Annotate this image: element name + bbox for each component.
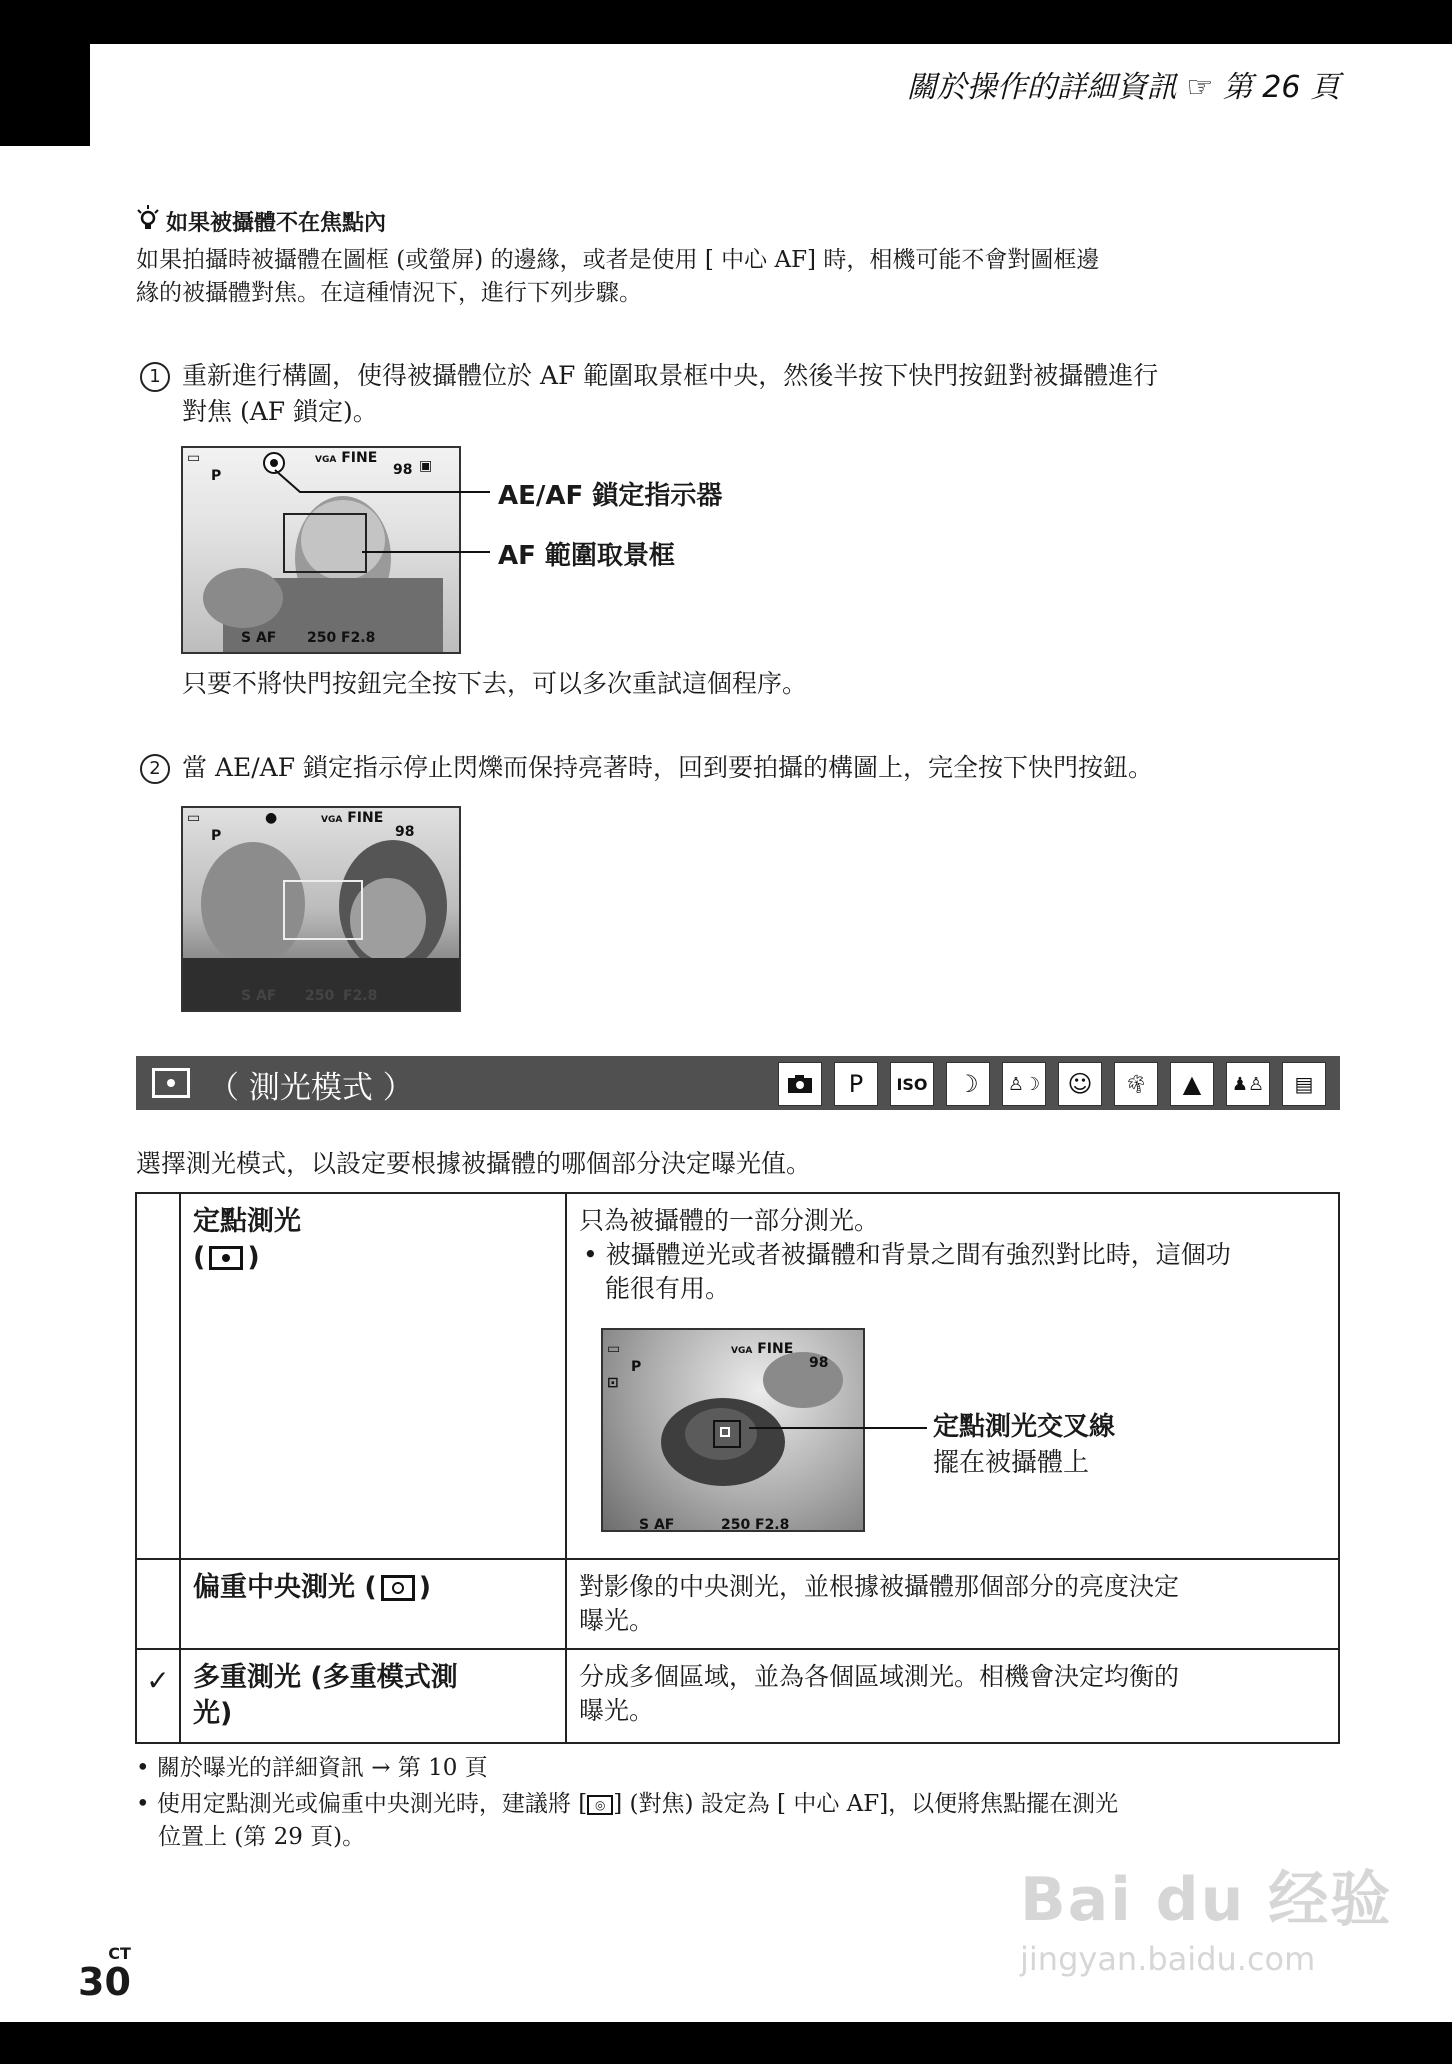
step1-number: 1 xyxy=(140,362,170,392)
table-row-center-weighted xyxy=(136,1559,1339,1649)
footnote-2-line2: 位置上 (第 29 頁)。 xyxy=(158,1824,366,1850)
osd-remaining: 98 xyxy=(393,462,413,478)
night-icon: ☽ xyxy=(946,1062,990,1106)
osd-shutter: 250 xyxy=(721,1517,751,1532)
af-range-frame xyxy=(283,880,363,940)
osd-focus: S AF xyxy=(639,1517,675,1532)
memory-icon: ▣ xyxy=(419,458,433,474)
spot-meter-osd-icon: ⊡ xyxy=(607,1375,619,1391)
osd-remaining: 98 xyxy=(809,1355,829,1371)
callout-af-frame: AF 範圍取景框 xyxy=(498,541,675,571)
osd-aperture: F2.8 xyxy=(341,630,376,646)
multi-pattern-name: 多重測光 (多重模式測 光) xyxy=(180,1649,566,1743)
landscape-icon: ▲ xyxy=(1170,1062,1214,1106)
focus-icon: ◎ xyxy=(587,1795,613,1815)
step1-line2: 對焦 (AF 鎖定)。 xyxy=(182,397,378,426)
beach-icon: 🌴︎ xyxy=(1114,1062,1158,1106)
table-row-multi xyxy=(136,1649,1339,1743)
osd-quality: VGA FINE xyxy=(315,450,378,466)
soft-snap-icon: ☺ xyxy=(1058,1062,1102,1106)
portrait-icon: ♟♙ xyxy=(1226,1062,1270,1106)
section-title: （ 測光模式 ） xyxy=(208,1070,414,1106)
osd-quality: VGA FINE xyxy=(321,810,384,826)
osd-remaining: 98 xyxy=(395,824,415,840)
program-mode-icon: P xyxy=(834,1062,878,1106)
battery-icon: ▭ xyxy=(607,1341,621,1357)
lcd-screen-recomposed xyxy=(181,806,461,1012)
step1-line1: 重新進行構圖，使得被攝體位於 AF 範圍取景框中央，然後半按下快門按鈕對被攝體進行 xyxy=(182,361,1159,390)
spot-meter-icon xyxy=(152,1068,190,1098)
night-portrait-icon: ♙☽ xyxy=(1002,1062,1046,1106)
tip-body-line1: 如果拍攝時被攝體在圖框 (或螢屏) 的邊緣，或者是使用 [ 中心 AF] 時，相機可能不會對圖框邊 xyxy=(136,247,1100,273)
ae-af-lock-dot: ● xyxy=(265,810,278,826)
osd-mode: P xyxy=(211,468,222,484)
spot-description: 只為被攝體的一部分測光。 • 被攝體逆光或者被攝體和背景之間有強烈對比時，這個功 能很有用。 ▭ P ⊡ VGA FINE 98 S AF 250 F2.8 定點測光交叉線 擺在被攝體上 xyxy=(566,1193,1339,1559)
footnote-2: • 使用定點測光或偏重中央測光時，建議將 [ ◎ ] (對焦) 設定為 [ 中心 AF]，以便將焦點擺在測光 xyxy=(136,1791,1119,1817)
tip-title: 如果被攝體不在焦點內 xyxy=(166,211,387,236)
multi-pattern-description: 分成多個區域，並為各個區域測光。相機會決定均衡的 曝光。 xyxy=(566,1649,1339,1743)
section-intro: 選擇測光模式，以設定要根據被攝體的哪個部分決定曝光值。 xyxy=(136,1149,812,1178)
row-mark xyxy=(136,1559,180,1649)
step1-note: 只要不將快門按鈕完全按下去，可以多次重試這個程序。 xyxy=(182,669,808,698)
header-reference: 關於操作的詳細資訊 ☞ 第 26 頁 xyxy=(906,70,1340,105)
step2-text: 當 AE/AF 鎖定指示停止閃爍而保持亮著時，回到要拍攝的構圖上，完全按下快門按鈕。 xyxy=(182,753,1154,782)
camera-icon xyxy=(778,1062,822,1106)
page-number: CT 30 xyxy=(78,1944,131,2004)
battery-icon: ▭ xyxy=(187,450,201,466)
spot-callout-title: 定點測光交叉線 xyxy=(933,1412,1116,1442)
osd-aperture: F2.8 xyxy=(755,1517,790,1532)
row-mark xyxy=(136,1193,180,1559)
osd-quality: VGA FINE xyxy=(731,1341,794,1357)
iso-icon: ISO xyxy=(890,1062,934,1106)
baidu-watermark: Bai du 经验 jingyan.baidu.com xyxy=(1020,1865,1393,1978)
footnote-1: • 關於曝光的詳細資訊 → 第 10 頁 xyxy=(136,1755,488,1781)
spot-callout-line xyxy=(567,1194,967,1554)
battery-icon: ▭ xyxy=(187,810,201,826)
osd-focus: S AF xyxy=(241,630,277,646)
osd-focus: S AF xyxy=(241,988,277,1004)
spot-name: 定點測光 ( ) xyxy=(180,1193,566,1559)
tip-body-line2: 緣的被攝體對焦。在這種情況下，進行下列步驟。 xyxy=(136,280,642,306)
osd-aperture: F2.8 xyxy=(343,988,378,1004)
center-weighted-name: 偏重中央測光 ( ) xyxy=(180,1559,566,1649)
default-check-icon: ✓ xyxy=(136,1649,180,1743)
center-weighted-icon xyxy=(381,1575,415,1601)
callout-ae-af-lock: AE/AF 鎖定指示器 xyxy=(498,481,723,511)
spot-callout-subtitle: 擺在被攝體上 xyxy=(933,1448,1090,1478)
osd-mode: P xyxy=(211,828,222,844)
table-row-spot xyxy=(136,1193,1339,1559)
osd-shutter: 250 xyxy=(305,988,335,1004)
spot-meter-icon xyxy=(209,1246,243,1270)
metering-table xyxy=(135,1192,1340,1744)
osd-shutter: 250 xyxy=(307,630,337,646)
center-weighted-description: 對影像的中央測光，並根據被攝體那個部分的亮度決定 曝光。 xyxy=(566,1559,1339,1649)
step2-number: 2 xyxy=(140,754,170,784)
osd-mode: P xyxy=(631,1359,642,1375)
movie-icon: ▤ xyxy=(1282,1062,1326,1106)
